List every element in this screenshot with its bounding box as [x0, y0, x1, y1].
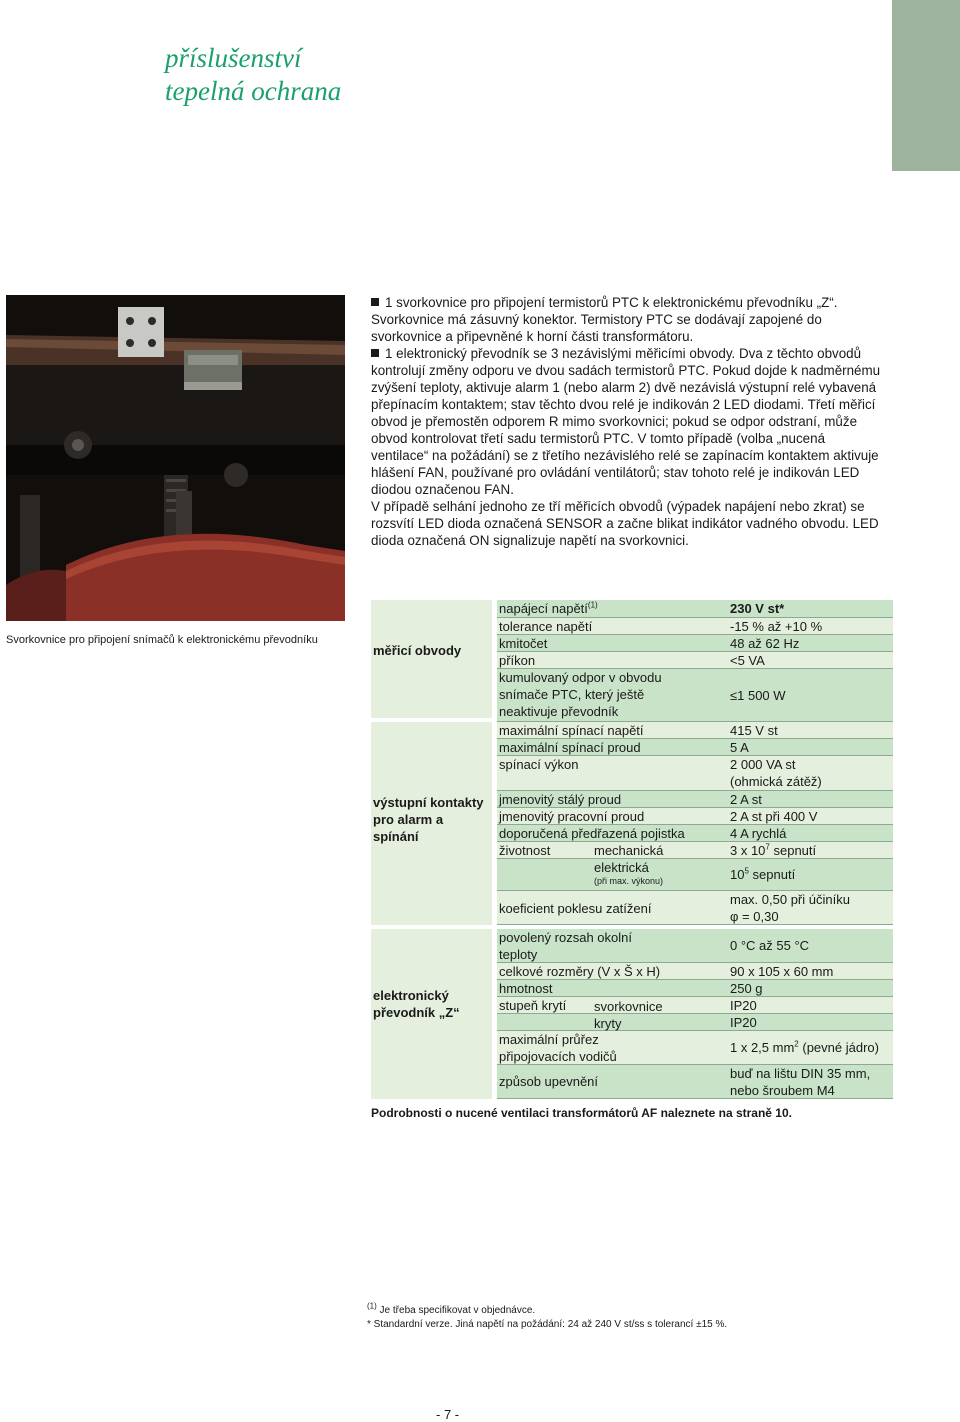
spec-label: jmenovitý stálý proud: [499, 792, 622, 807]
spec-row-rated-operating-current: [497, 808, 893, 825]
spec-label: povolený rozsah okolní teploty: [499, 930, 632, 962]
spec-value: 415 V st: [730, 723, 778, 738]
spec-label: kumulovaný odpor v obvodu snímače PTC, který ještě neaktivuje převodník: [499, 670, 662, 719]
square-bullet-icon: [371, 349, 379, 357]
spec-value: -15 % až +10 %: [730, 619, 823, 634]
spec-label: příkon: [499, 653, 536, 668]
square-bullet-icon: [371, 298, 379, 306]
spec-label: tolerance napětí: [499, 619, 593, 634]
spec-value: 2 000 VA st: [730, 757, 796, 772]
spec-value-note: nebo šroubem M4: [730, 1083, 835, 1098]
spec-row-dimensions: [497, 963, 893, 980]
page-number: - 7 -: [436, 1407, 460, 1422]
spec-label: spínací výkon: [499, 757, 579, 772]
terminal-block-photo: [6, 295, 345, 621]
photo-illustration: [6, 295, 345, 621]
spec-value-note: φ = 0,30: [730, 909, 779, 924]
spec-row-power: [497, 652, 893, 669]
spec-label: kmitočet: [499, 636, 548, 651]
intro-paragraph-1: 1 svorkovnice pro připojení termistorů PTC k elektronickému převodníku „Z“. Svorkovnice má zásuvný konektor. Termistory PTC se dodávají zapojené do svorkovnice a připevněné k horní části transformátoru.: [371, 295, 838, 344]
photo-caption: Svorkovnice pro připojení snímačů k elektronickému převodníku: [6, 634, 318, 646]
spec-value: 4 A rychlá: [730, 826, 787, 841]
ventilation-note: Podrobnosti o nucené ventilaci transformátorů AF naleznete na straně 10.: [371, 1106, 792, 1120]
spec-label: hmotnost: [499, 981, 553, 996]
spec-value: 2 A st při 400 V: [730, 809, 818, 824]
spec-label: maximální průřez připojovacích vodičů: [499, 1032, 617, 1064]
spec-label: způsob upevnění: [499, 1074, 599, 1089]
spec-row-lifetime-mechanical: [497, 842, 893, 859]
spec-row-ptc-resistance: [497, 669, 893, 722]
spec-sublabel: kryty: [594, 1016, 622, 1031]
spec-label: stupeň krytí: [499, 998, 567, 1013]
spec-value: 48 až 62 Hz: [730, 636, 800, 651]
spec-row-protection-terminal: [497, 997, 893, 1014]
spec-row-weight: [497, 980, 893, 997]
group-output-contacts: výstupní kontakty pro alarm a spínání: [371, 722, 492, 925]
spec-value: 230 V st*: [730, 601, 785, 616]
spec-label: doporučená předřazená pojistka: [499, 826, 685, 841]
spec-row-rated-steady-current: [497, 791, 893, 808]
spec-row-max-switching-current: [497, 739, 893, 756]
intro-text: [371, 294, 881, 549]
spec-label: životnost: [499, 843, 551, 858]
footnote-1: $^{(1)}$ Je třeba specifikovat v objednávce.: [367, 1301, 536, 1316]
spec-row-ambient-temperature: [497, 929, 893, 963]
spec-value: 5 A: [730, 740, 749, 755]
spec-value: buď na lištu DIN 35 mm,: [730, 1066, 871, 1081]
group-electronic-converter: elektronický převodník „Z“: [371, 929, 492, 1099]
spec-row-lifetime-electrical: [497, 859, 893, 891]
spec-sublabel: elektrická (při max. výkonu): [594, 860, 664, 886]
intro-paragraph-2: 1 elektronický převodník se 3 nezávislými měřicími obvody. Dva z těchto obvodů kontrolují změny odporu ve dvou sadách termistorů PTC. Pokud dojde k nadměrnému zvýšení teploty, aktivuje alarm 1 (nebo alarm 2) dvě nezávislá výstupní relé vybavená přepínacím kontaktem; stav těchto dvou relé je indikován 2 LED diodami. Třetí měřicí obvod je přemostěn odporem R mimo svorkovnici; pokud se odpor odstraní, může obvod kontrolovat třetí sadu termistorů PTC. V tomto případě (volba „nucená ventilace“ na požádání) se z třetího nezávislého relé se zapínacím kontaktem aktivuje hlášení FAN, používané pro ovládání ventilátorů; stav tohoto relé je indikován LED diodou označenou FAN.: [371, 346, 881, 497]
spec-row-derating-coefficient: [497, 891, 893, 925]
spec-row-max-switching-voltage: [497, 722, 893, 739]
spec-sublabel: mechanická: [594, 843, 664, 858]
spec-label: maximální spínací napětí: [499, 723, 644, 738]
intro-paragraph-3: V případě selhání jednoho ze tří měřicích obvodů (výpadek napájení nebo zkrat) se rozsvítí LED dioda označená SENSOR a začne blikat indikátor vadného obvodu. LED dioda označená ON signalizuje napětí na svorkovnici.: [371, 499, 879, 548]
spec-sublabel: svorkovnice: [594, 999, 663, 1014]
spec-value: 2 A st: [730, 792, 762, 807]
spec-value: <5 VA: [730, 653, 765, 668]
spec-value: $10^5$ sepnutí: [730, 866, 796, 882]
spec-row-supply-voltage: [497, 600, 893, 618]
footnote-ref: (1): [587, 600, 598, 610]
spec-value: 0 °C až 55 °C: [730, 938, 810, 953]
spec-label: celkové rozměry (V x Š x H): [499, 964, 661, 979]
group-measuring-circuits: měřicí obvody: [371, 600, 492, 718]
spec-value: max. 0,50 při účiníku: [730, 892, 850, 907]
spec-value: 3 x $10^7$ sepnutí: [730, 842, 817, 858]
footnotes: [367, 1301, 728, 1332]
spec-row-protection-covers: [497, 1014, 893, 1031]
spec-value: 1 x 2,5 $mm^2$ (pevné jádro): [730, 1039, 879, 1055]
spec-row-switching-power: [497, 756, 893, 791]
spec-label: jmenovitý pracovní proud: [499, 809, 645, 824]
heading-line-1: příslušenství: [165, 43, 302, 73]
spec-row-frequency: [497, 635, 893, 652]
spec-value-note: (ohmická zátěž): [730, 774, 822, 789]
spec-row-mounting: [497, 1065, 893, 1099]
heading-line-2: tepelná ochrana: [165, 76, 342, 106]
spec-value: IP20: [730, 998, 757, 1013]
page-heading: [165, 42, 341, 108]
spec-label: koeficient poklesu zatížení: [499, 901, 652, 916]
spec-value: ≤1 500 W: [730, 688, 786, 703]
spec-row-recommended-fuse: [497, 825, 893, 842]
spec-value: 90 x 105 x 60 mm: [730, 964, 834, 979]
corner-tab: [892, 0, 960, 171]
footnote-2: * Standardní verze. Jiná napětí na požádání: 24 až 240 V st/ss s tolerancí ±15 %.: [367, 1319, 728, 1330]
spec-value: 250 g: [730, 981, 763, 996]
spec-label: napájecí napětí: [499, 601, 588, 616]
spec-label: maximální spínací proud: [499, 740, 641, 755]
spec-value: IP20: [730, 1015, 757, 1030]
spec-row-wire-cross-section: [497, 1031, 893, 1065]
spec-row-voltage-tolerance: [497, 618, 893, 635]
